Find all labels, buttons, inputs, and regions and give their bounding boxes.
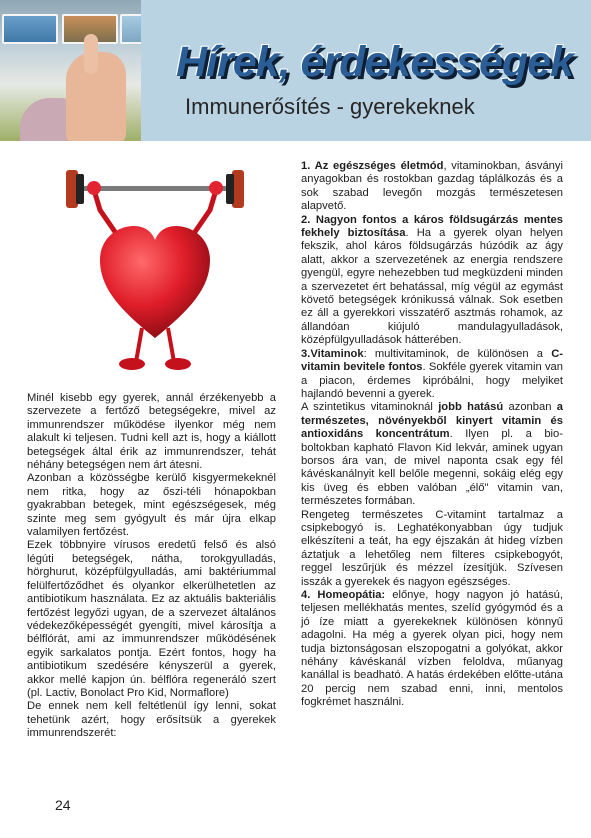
paragraph: Ezek többnyire vírusos eredetű felső és alsó légúti betegségek, nátha, torokgyulladás, hörghurut, középfülgyulladás, ami baktériummal felülfertőződhet és olyankor elkerülhetetlen az antibiotikum használata. Ez az aktuális bakteriális fertőzést legyőzi ugyan, de a szervezet általános védekezőképességét gyengíti, mivel károsítja a bélflórát, ami az immunrendszer működésének egyik sarkalatos pontja. Ezért fontos, hogy ha antibiotikum szedésére kényszerül a gyerek, akkor mellé kapjon ún. bélflóra regeneráló szert (pl. Lactiv, Bonolact Pro Kid, Normaflore) <box>27 539 276 699</box>
heart-foot-left <box>119 358 145 370</box>
header-photo <box>0 0 141 141</box>
left-column <box>27 392 276 741</box>
paragraph-homeopathy: 4. Homeopátia: előnye, hogy nagyon jó hatású, teljesen mellékhatás mentes, szelíd gyógymód és a jó íze miatt a gyerekeknek különösen könnyű adagolni. Ha még a gyerek olyan pici, hogy nem tudja biztonságosan elszopogatni a golyókat, akkor néhány kávéskanál vízben feloldva, műanyag kanállal is beadható. A hatás érdekében előtte-utána 20 percig nem szabad enni, inni, mentolos fogkrémet használni. <box>301 589 563 709</box>
paragraph-rosehip: Rengeteg természetes C-vitamint tartalmaz a csipkebogyó is. Leghatékonyabban úgy tudjuk elkészíteni a teát, ha egy éjszakán át hideg vízben áztatjuk a lehetőleg nem filteres csipkebogyót, reggel leszűrjük és mézzel ízesítjük. Szívesen isszák a gyerekek és nagyon egészséges. <box>301 508 563 588</box>
heart-leg-left <box>136 328 142 362</box>
lead-text: 3.Vitaminok <box>301 347 364 360</box>
heart-hand-right <box>209 181 223 195</box>
lead-text: 1. Az egészséges életmód <box>301 160 444 172</box>
page-number: 24 <box>55 797 71 813</box>
photo-tile <box>120 14 141 44</box>
heart-hand-left <box>87 181 101 195</box>
photo-finger <box>84 34 98 74</box>
section-title: Hírek, érdekességek <box>176 38 573 86</box>
heart-foot-right <box>165 358 191 370</box>
paragraph-natural-vitamins: A szintetikus vitaminoknál jobb hatású azonban a természetes, növényekből kinyert vitamin és antioxidáns koncentrátum. Ilyen pl. a bio-boltokban kapható Flavon Kid lekvár, aminek ugyan borsos ára van, de mivel naponta csak egy fél kávéskanálnyit kell belőle megenni, sokáig elég egy kis üveg és ebben valóban „élő" vitamin van, természetes formában. <box>301 401 563 508</box>
lead-text: 4. Homeopátia: <box>301 589 386 601</box>
paragraph-healthy-lifestyle: 1. Az egészséges életmód, vitaminokban, ásványi anyagokban és rostokban gazdag táplálkozás és a sok szabad levegőn mozgás természetesen alapvető. <box>301 160 563 213</box>
paragraph-vitamins: 3.Vitaminok: multivitaminok, de különösen a C-vitamin bevitele fontos. Sokféle gyerek vitamin van a piacon, érdemes kipróbálni, hogy melyiket hajlandó bevenni a gyerek. <box>301 347 563 400</box>
lead-text: 2. Nagyon fontos a káros földsugárzás mentes fekhely biztosítása <box>301 213 563 240</box>
right-column <box>301 160 563 710</box>
paragraph-earth-radiation: 2. Nagyon fontos a káros földsugárzás mentes fekhely biztosítása. Ha a gyerek olyan helyen fekszik, ahol káros földsugárzás húzódik az ágy alatt, akkor a szervezetének az energia rendszere gyengül, egyre nehezebben tud megküzdeni minden a szervezetet ért behatással, míg végül az egymást követő betegségek krónikussá válnak. Sok esetben ez áll a gyerekkori visszatérő asztmás rohamok, az állandóan kiújuló mandulagyulladások, középfülgyulladások hátterében. <box>301 213 564 347</box>
barbell-plate-left-inner <box>76 174 84 204</box>
heart-lifting-barbell-illustration <box>60 150 250 375</box>
page-header <box>0 0 591 141</box>
barbell-plate-right-inner <box>226 174 234 204</box>
paragraph: De ennek nem kell feltétlenül így lenni, sokat tehetünk azért, hogy erősítsük a gyerekek immunrendszerét: <box>27 700 276 740</box>
article-subtitle: Immunerősítés - gyerekeknek <box>185 94 475 119</box>
heart-leg-right <box>168 328 174 362</box>
paragraph: Minél kisebb egy gyerek, annál érzékenyebb a szervezete a fertőző betegségekre, mivel az immunrendszer működése ilyenkor még nem alakult ki teljesen. Tudni kell azt is, hogy a kiállott betegségek által érik az immunrendszer, tehát néhány betegségen nem árt átesni. <box>27 392 276 472</box>
paragraph: Azonban a közösségbe kerülő kisgyermekeknél nem ritka, hogy az őszi-téli hónapokban gyakrabban betegek, mint egészségesek, még szinte meg sem gyógyult és már újra elkap valamilyen fertőzést. <box>27 472 276 539</box>
photo-tile <box>2 14 58 44</box>
heart-body <box>100 226 210 338</box>
